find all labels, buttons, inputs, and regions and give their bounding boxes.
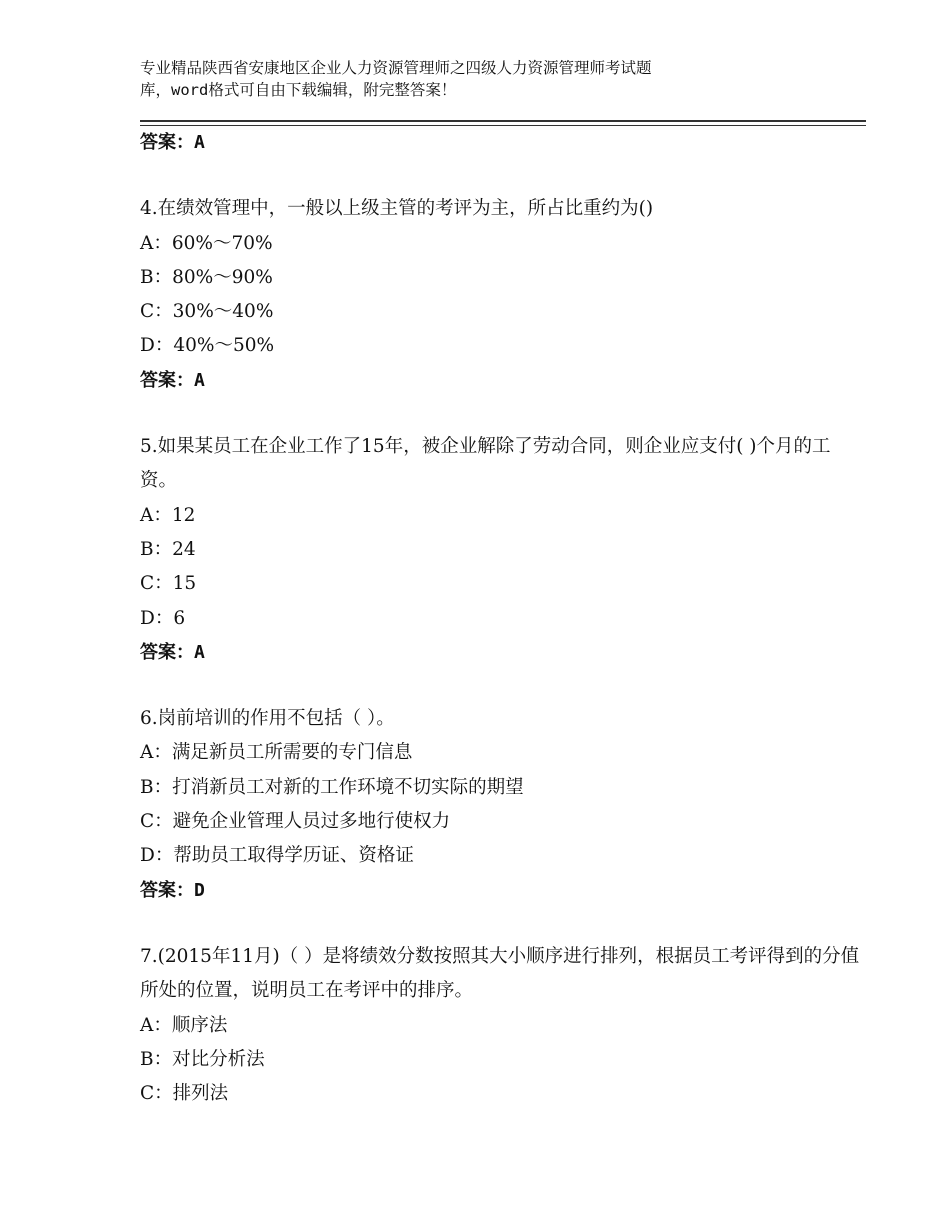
answer-line: 答案：D [140,879,205,901]
option-a: A：12 [140,504,196,526]
question-text: 6.岗前培训的作用不包括（ ）。 [140,707,395,729]
question-block [140,940,866,1112]
option-a: A：顺序法 [140,1014,228,1036]
option-c: C：15 [140,573,197,595]
question-text: 4.在绩效管理中，一般以上级主管的考评为主，所占比重约为() [140,198,654,219]
question-text: 5.如果某员工在企业工作了15年，被企业解除了劳动合同，则企业应支付( )个月的工资。 [140,435,831,492]
document-header [140,57,840,101]
option-d: D：帮助员工取得学历证、资格证 [140,845,414,867]
option-d: D：40%～50% [140,335,275,357]
document-body [140,126,866,1111]
option-c: C：30%～40% [140,301,274,323]
header-divider-thick [140,120,866,122]
option-a: A：60%～70% [140,232,273,254]
question-block [140,702,866,908]
option-b: B：80%～90% [140,266,273,288]
option-a: A：满足新员工所需要的专门信息 [140,742,413,764]
answer-line: 答案：A [140,132,205,153]
option-b: B：24 [140,538,196,560]
question-text: 7.(2015年11月)（ ）是将绩效分数按照其大小顺序进行排列，根据员工考评得到的分值所处的位置，说明员工在考评中的排序。 [140,945,860,1002]
header-title-line-1: 专业精品陕西省安康地区企业人力资源管理师之四级人力资源管理师考试题 [140,59,652,77]
option-b: B：对比分析法 [140,1048,265,1070]
option-c: C：避免企业管理人员过多地行使权力 [140,810,451,832]
option-d: D：6 [140,607,186,629]
option-c: C：排列法 [140,1083,229,1105]
answer-line: 答案：A [140,369,205,391]
question-block [140,192,866,398]
question-block [140,430,866,670]
option-b: B：打消新员工对新的工作环境不切实际的期望 [140,776,524,798]
header-title-line-2: 库，word格式可自由下载编辑，附完整答案！ [140,81,457,99]
answer-line: 答案：A [140,641,205,663]
